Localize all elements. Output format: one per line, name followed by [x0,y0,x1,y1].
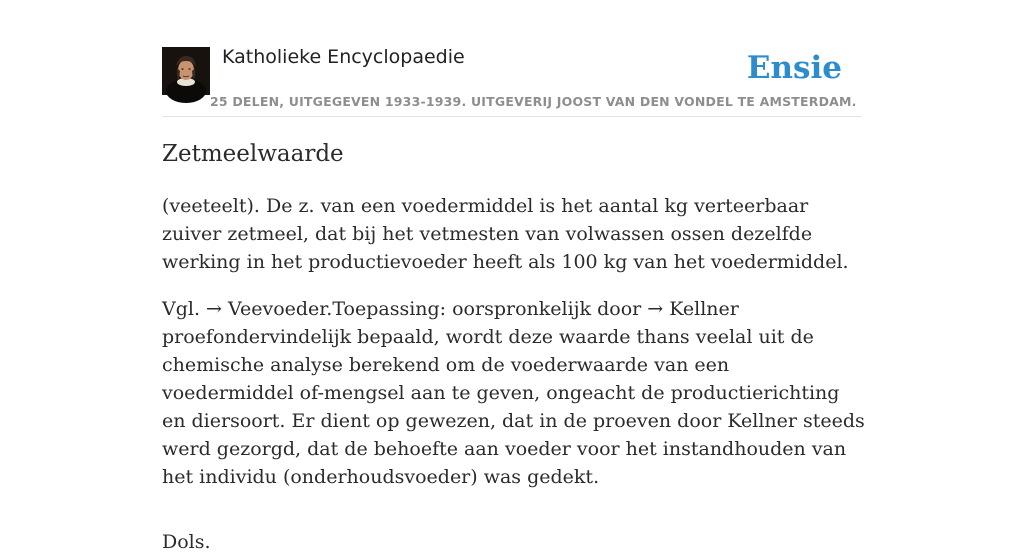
portrait-avatar-icon [162,47,210,95]
page-title: Zetmeelwaarde [162,141,344,167]
article-paragraph-1: (veeteelt). De z. van een voedermiddel is het aantal kg verteerbaar zuiver zetmeel, dat bij het vetmesten van volwassen ossen dezelfde werking in het productievoeder heeft als 100 kg van het voedermiddel. [162,195,849,273]
article-paragraph-2: Vgl. → Veevoeder.Toepassing: oorspronkelijk door → Kellner proefondervindelijk bepaald, wordt deze waarde thans veelal uit de chemische analyse berekend om de voederwaarde van een voedermiddel of-mengsel aan te geven, ongeacht de productierichting en diersoort. Er dient op gewezen, dat in de proeven door Kellner steeds werd gezorgd, dat de behoefte aan voeder voor het instandhouden van het individu (onderhoudsvoeder) was gedekt. [162,298,865,488]
publication-header [162,44,862,117]
publication-subtitle: 25 DELEN, UITGEGEVEN 1933-1939. UITGEVERIJ JOOST VAN DEN VONDEL TE AMSTERDAM. [210,94,857,109]
publication-avatar[interactable] [162,47,210,95]
article [162,138,866,556]
publication-title[interactable]: Katholieke Encyclopaedie [222,46,465,68]
article-author: Dols. [162,531,211,553]
brand-logo-link[interactable]: Ensie [746,50,842,86]
